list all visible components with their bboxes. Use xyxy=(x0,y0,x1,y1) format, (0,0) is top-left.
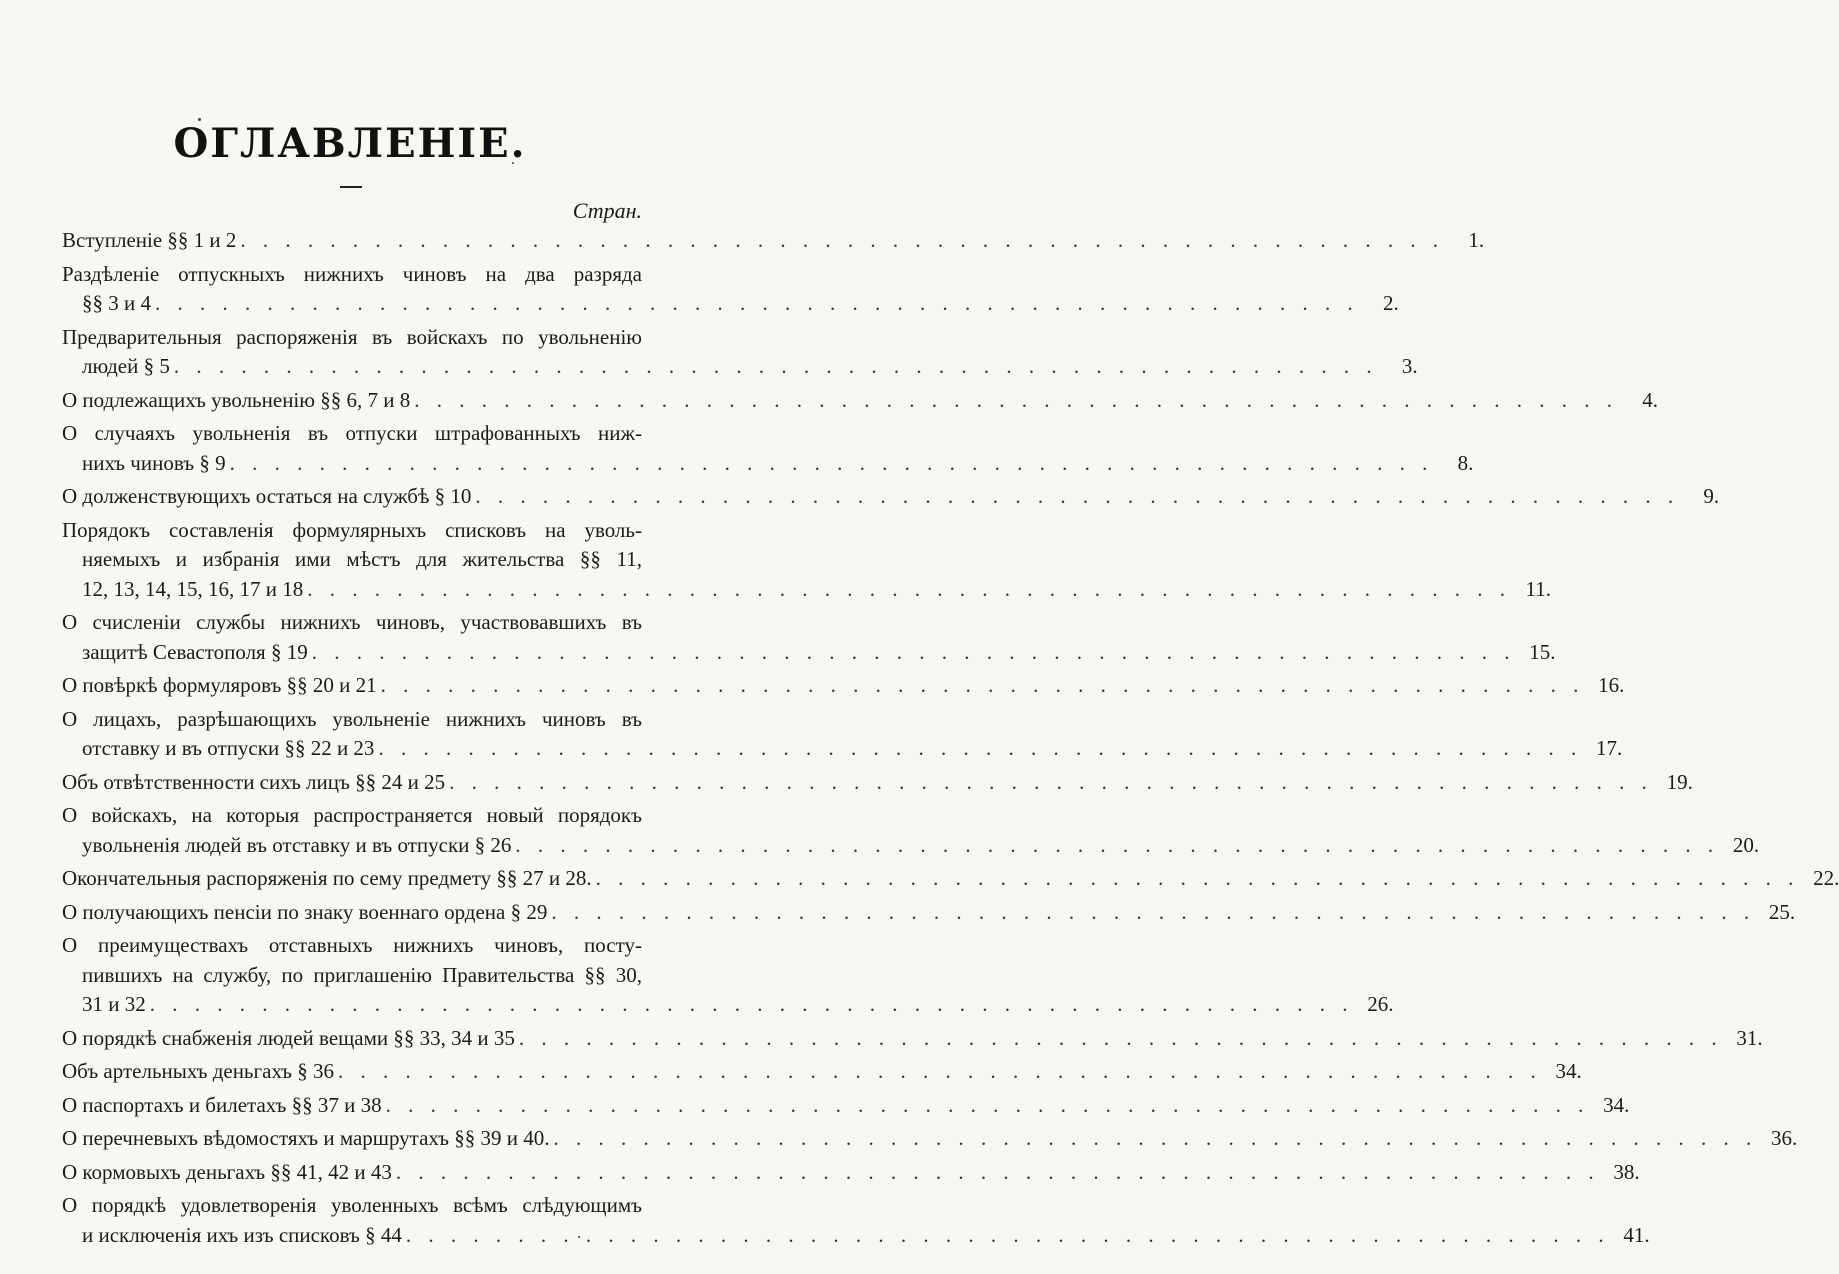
toc-entry-text: няемыхъ и избранія ими мѣстъ для жительства §§ 11, xyxy=(82,547,642,571)
toc-page-number: 41. xyxy=(1623,1222,1650,1247)
toc-entry-line xyxy=(62,961,642,991)
toc-entry-line xyxy=(62,226,1485,256)
toc-page-number: 1. xyxy=(1468,228,1485,252)
dot-leader: . . . . . . . . . . . . . . . . . . . . . . . . . . . . . . . . . . . . . . . . . . . . . . . . . . . . . . xyxy=(338,1059,1542,1083)
toc-entry-text: Порядокъ составленія формулярныхъ списковъ на уволь- xyxy=(62,517,642,542)
toc-entry-line xyxy=(62,864,1839,894)
toc-page-number: 22. xyxy=(1813,866,1839,890)
dot-leader: . . . . . . . . . . . . . . . . . . . . . . . . . . . . . . . . . . . . . . . . . . . . . . . . . . . . . . xyxy=(155,291,1359,315)
toc-entry xyxy=(62,419,1474,482)
dot-leader: . . . . . . . . . . . . . . . . . . . . . . . . . . . . . . . . . . . . . . . . . . . . . . . . . . . . . . xyxy=(551,899,1756,924)
toc-entry xyxy=(62,1024,1763,1058)
toc-entry-text: Окончательныя распоряженія по сему предмету §§ 27 и 28. xyxy=(62,866,592,890)
toc-entry-text: Вступленіе §§ 1 и 2 xyxy=(62,228,237,252)
toc-entry-line xyxy=(62,734,1623,764)
toc-entry-line xyxy=(62,671,1625,701)
toc-entry-text: О получающихъ пенсіи по знаку военнаго ордена § 29 xyxy=(62,899,548,924)
toc-entry-line xyxy=(62,1191,642,1221)
dot-leader: . . . . . . . . . . . . . . . . . . . . . . . . . . . . . . . . . . . . . . . . . . . . . . . . . . . . . . xyxy=(475,484,1680,508)
toc-entry-text: Раздѣленіе отпускныхъ нижнихъ чиновъ на два разряда xyxy=(62,261,642,286)
toc-entry-text: §§ 3 и 4 xyxy=(82,291,151,315)
toc-entry xyxy=(62,1057,1582,1091)
toc-entry-line xyxy=(62,1158,1640,1188)
toc-entry xyxy=(62,323,1418,386)
toc-entry xyxy=(62,516,1551,609)
toc-entry xyxy=(62,705,1623,768)
toc-entry-text: Объ артельныхъ деньгахъ § 36 xyxy=(62,1059,335,1083)
dot-leader: . . . . . . . . . . . . . . . . . . . . . . . . . . . . . . . . . . . . . . . . . . . . . . . . . . . . . . xyxy=(311,639,1516,664)
dot-leader: . . . . . . . . . . . . . . . . . . . . . . . . . . . . . . . . . . . . . . . . . . . . . . . . . . . . . . xyxy=(229,450,1434,475)
toc-entry xyxy=(62,671,1625,705)
toc-entry-line xyxy=(62,516,642,546)
toc-entry-line xyxy=(62,575,1551,605)
toc-entry xyxy=(62,226,1485,260)
toc-page-number: 2. xyxy=(1383,291,1399,315)
dot-leader: . . . . . . . . . . . . . . . . . . . . . . . . . . . . . . . . . . . . . . . . . . . . . . . . . . . . . . xyxy=(515,832,1720,857)
toc-page-number: 34. xyxy=(1555,1059,1582,1083)
toc-entry-text: О порядкѣ снабженія людей вещами §§ 33, 34 и 35 xyxy=(62,1025,515,1050)
toc-page-number: 11. xyxy=(1525,576,1551,601)
toc-entry xyxy=(62,608,1556,671)
toc-entry-line xyxy=(62,1124,1798,1154)
toc-page-number: 26. xyxy=(1367,992,1394,1016)
toc-entry-text: О лицахъ, разрѣшающихъ увольненіе нижнихъ чиновъ въ xyxy=(62,706,642,731)
toc-page-number: 4. xyxy=(1642,387,1658,412)
toc-page-number: 25. xyxy=(1768,899,1796,924)
toc-entry-line xyxy=(62,352,1418,382)
toc-entry xyxy=(62,801,1760,864)
toc-page-number: 20. xyxy=(1732,832,1760,857)
toc-entry-text: 31 и 32 xyxy=(82,992,146,1016)
dot-leader: . . . . . . . . . . . . . . . . . . . . . . . . . . . . . . . . . . . . . . . . . . . . . . . . . . . . . . xyxy=(380,673,1585,697)
toc-entry-line xyxy=(62,289,1399,319)
toc-entry-line xyxy=(62,545,642,575)
dot-leader: . . . . . . . . . . . . . . . . . . . . . . . . . . . . . . . . . . . . . . . . . . . . . . . . . . . . . . xyxy=(595,866,1800,890)
toc-entry-line xyxy=(62,990,1394,1020)
toc-entry-line xyxy=(62,1221,1650,1251)
toc-entry-line xyxy=(62,831,1760,861)
toc-page-number: 3. xyxy=(1401,354,1418,378)
toc-entry-text: отставку и въ отпуски §§ 22 и 23 xyxy=(82,736,375,760)
dot-leader: . . . . . . . . . . . . . . . . . . . . . . . . . . . . . . . . . . . . . . . . . . . . . . . . . . . . . . xyxy=(449,769,1653,794)
title-rule xyxy=(340,186,362,188)
toc-entry xyxy=(62,864,1839,898)
toc-entry-text: О войскахъ, на которыя распространяется новый порядокъ xyxy=(62,803,642,827)
toc-entry-text: О повѣркѣ формуляровъ §§ 20 и 21 xyxy=(62,673,377,697)
toc-page-number: 9. xyxy=(1703,484,1720,508)
page-title: ОГЛАВЛЕНIЕ. xyxy=(173,120,527,167)
toc-entry-text: Объ отвѣтственности сихъ лицъ §§ 24 и 25 xyxy=(62,769,446,794)
toc-entry-text: Предварительныя распоряженія въ войскахъ по увольненію xyxy=(62,324,642,349)
dot-leader: . . . . . . . . . . . . . . . . . . . . . . . . . . . . . . . . . . . . . . . . . . . . . . . . . . . . . . xyxy=(518,1025,1723,1050)
toc-entry-text: людей § 5 xyxy=(82,354,170,378)
toc-page-number: 38. xyxy=(1613,1159,1640,1184)
toc-entry xyxy=(62,482,1720,516)
dot-leader: . . . . . . . . . . . . . . . . . . . . . . . . . . . . . . . . . . . . . . . . . . . . . . . . . . . . . . xyxy=(395,1159,1600,1184)
toc-entry-text: О порядкѣ удовлетворенія уволенныхъ всѣмъ слѣдующимъ xyxy=(62,1193,642,1217)
toc-entry xyxy=(62,1124,1798,1158)
toc-page-number: 15. xyxy=(1529,639,1556,664)
toc-entry-line xyxy=(62,1091,1630,1121)
toc-entry-line xyxy=(62,801,642,831)
toc-entry-line xyxy=(62,608,642,638)
toc-entry xyxy=(62,768,1693,802)
toc-entry xyxy=(62,1191,1650,1254)
dot-leader: . . . . . . . . . . . . . . . . . . . . . . . . . . . . . . . . . . . . . . . . . . . . . . . . . . . . . . xyxy=(405,1222,1610,1247)
dot-leader: . . . . . . . . . . . . . . . . . . . . . . . . . . . . . . . . . . . . . . . . . . . . . . . . . . . . . . xyxy=(378,736,1583,760)
toc-entry-line xyxy=(62,768,1693,798)
toc-entry-text: 12, 13, 14, 15, 16, 17 и 18 xyxy=(82,576,304,601)
toc-entry-text: защитѣ Севастополя § 19 xyxy=(82,639,308,664)
toc-entry-line xyxy=(62,1024,1763,1054)
dot-leader: . . . . . . . . . . . . . . . . . . . . . . . . . . . . . . . . . . . . . . . . . . . . . . . . . . . . . . xyxy=(307,576,1511,601)
toc-entry xyxy=(62,1158,1640,1192)
toc-entry-text: О долженствующихъ остаться на службѣ § 10 xyxy=(62,484,472,508)
dot-leader: . . . . . . . . . . . . . . . . . . . . . . . . . . . . . . . . . . . . . . . . . . . . . . . . . . . . . . xyxy=(385,1092,1590,1117)
page-column-label: Стран. xyxy=(572,198,642,223)
toc-entry xyxy=(62,1091,1630,1125)
toc-entry-line xyxy=(62,638,1556,668)
dot-leader: . . . . . . . . . . . . . . . . . . . . . . . . . . . . . . . . . . . . . . . . . . . . . . . . . . . . . . xyxy=(240,228,1445,252)
toc-entry-line xyxy=(62,931,642,961)
toc-page-number: 17. xyxy=(1595,736,1623,760)
toc-entry-line xyxy=(62,260,642,290)
dot-leader: . . . . . . . . . . . . . . . . . . . . . . . . . . . . . . . . . . . . . . . . . . . . . . . . . . . . . . xyxy=(414,387,1618,412)
toc-entry-text: О случаяхъ увольненія въ отпуски штрафованныхъ ниж- xyxy=(62,421,642,445)
toc-entry-line xyxy=(62,386,1658,416)
toc-entry-text: О счисленіи службы нижнихъ чиновъ, участвовавшихъ въ xyxy=(62,610,642,634)
toc-entry-text: О кормовыхъ деньгахъ §§ 41, 42 и 43 xyxy=(62,1159,392,1184)
toc-page-number: 34. xyxy=(1603,1092,1630,1117)
toc-entry-line xyxy=(62,705,642,735)
toc-entry-text: и исключенія ихъ изъ списковъ § 44 xyxy=(82,1222,402,1247)
toc-entry-text: О перечневыхъ вѣдомостяхъ и маршрутахъ §§ 39 и 40. xyxy=(62,1126,550,1150)
toc-page-number: 8. xyxy=(1457,450,1474,475)
toc-entry xyxy=(62,260,1399,323)
toc-entry-text: О преимуществахъ отставныхъ нижнихъ чиновъ, посту- xyxy=(62,933,642,957)
toc-entry-text: О подлежащихъ увольненію §§ 6, 7 и 8 xyxy=(62,387,411,412)
toc-entry-line xyxy=(62,419,642,449)
toc-entry-line xyxy=(62,482,1720,512)
toc-entry xyxy=(62,898,1796,932)
dot-leader: . . . . . . . . . . . . . . . . . . . . . . . . . . . . . . . . . . . . . . . . . . . . . . . . . . . . . . xyxy=(553,1126,1758,1150)
toc-entry xyxy=(62,931,1394,1024)
toc-page-number: 16. xyxy=(1598,673,1625,697)
toc-page-number: 31. xyxy=(1736,1025,1763,1050)
toc-entry-text: увольненія людей въ отставку и въ отпуски § 26 xyxy=(82,832,512,857)
toc-entry-text: нихъ чиновъ § 9 xyxy=(82,450,226,475)
toc-page-number: 36. xyxy=(1770,1126,1798,1150)
toc-entry-line xyxy=(62,1057,1582,1087)
dot-leader: . . . . . . . . . . . . . . . . . . . . . . . . . . . . . . . . . . . . . . . . . . . . . . . . . . . . . . xyxy=(173,354,1378,378)
toc-entry-line xyxy=(62,449,1474,479)
toc-entry-text: пившихъ на службу, по приглашенію Правительства §§ 30, xyxy=(82,962,642,987)
toc-page-number: 19. xyxy=(1666,769,1693,794)
toc-entry-line xyxy=(62,323,642,353)
table-of-contents xyxy=(62,226,1839,1254)
dot-leader: . . . . . . . . . . . . . . . . . . . . . . . . . . . . . . . . . . . . . . . . . . . . . . . . . . . . . . xyxy=(149,992,1354,1016)
toc-entry-line xyxy=(62,898,1796,928)
toc-entry-text: О паспортахъ и билетахъ §§ 37 и 38 xyxy=(62,1092,382,1117)
toc-entry xyxy=(62,386,1658,420)
